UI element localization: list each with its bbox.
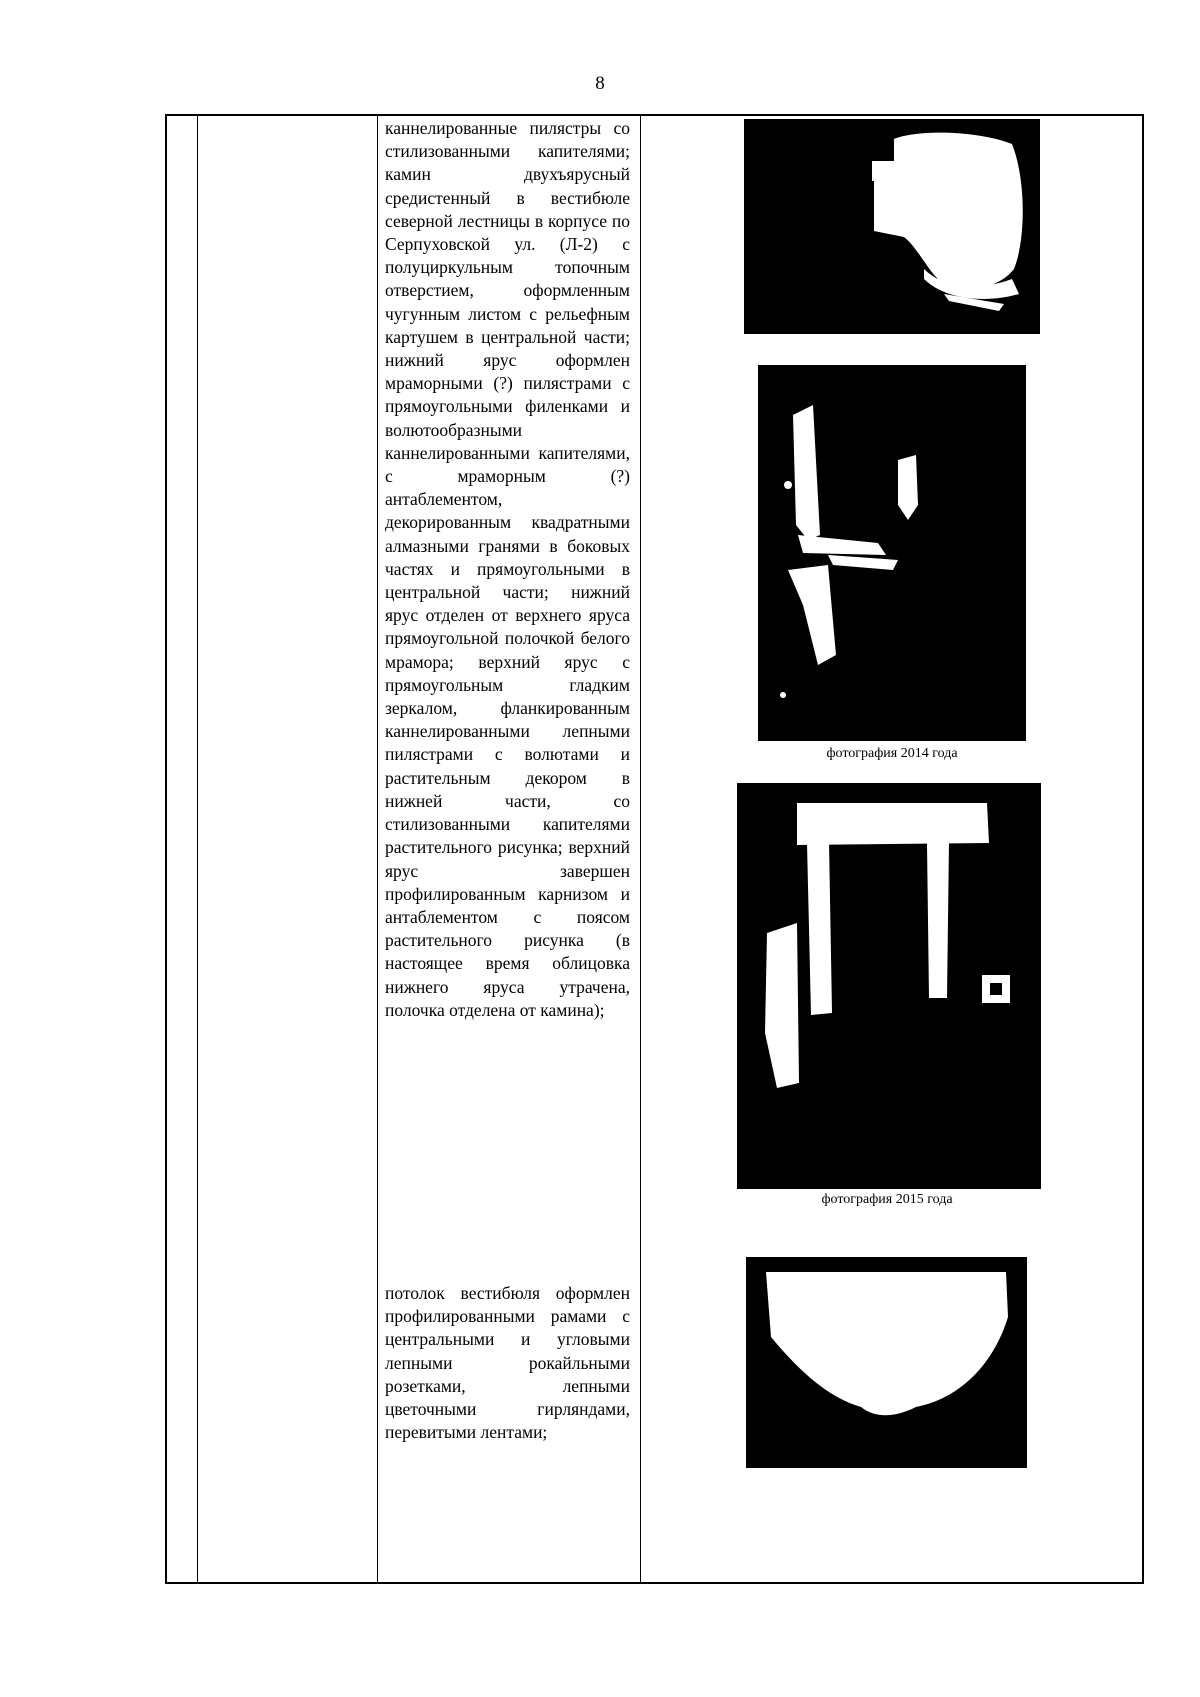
column-divider-1 (197, 116, 198, 1582)
fireplace-description: каннелированные пилястры со стилизованными капителями; камин двухъярусный средистенный в вестибюле северной лестницы в корпусе по Серпуховской ул. (Л-2) с полуциркульным топочным отверстием, оформленным чугунным листом с рельефным картушем в центральной части; нижний ярус оформлен мраморными (?) пилястрами с прямоугольными филенками и волютообразными каннелированными капителями, с мраморным (?) антаблементом, декорированным квадратными алмазными гранями в боковых частях и прямоугольными в центральной части; нижний ярус отделен от верхнего яруса прямоугольной полочкой белого мрамора; верхний ярус с прямоугольным гладким зеркалом, фланкированным каннелированными лепными пилястрами с волютами и растительным декором в нижней части, со стилизованными капителями растительного рисунка; верхний ярус завершен профилированным карнизом и антаблементом с поясом растительного рисунка (в настоящее время облицовка нижнего яруса утрачена, полочка отделена от камина); (385, 118, 630, 1020)
description-first-block (385, 117, 630, 1022)
photo-fireplace-2014 (758, 365, 1026, 741)
column-divider-2 (377, 116, 378, 1582)
column-divider-3 (640, 116, 641, 1582)
ceiling-description: потолок вестибюля оформлен профилированными рамами с центральными и угловыми лепными рокайльными розетками, лепными цветочными гирляндами, перевитыми лентами; (385, 1283, 630, 1443)
photo-ceiling (746, 1257, 1027, 1468)
photo-fireplace-2015 (737, 783, 1041, 1189)
caption-2014: фотография 2014 года (826, 746, 958, 761)
page-number: 8 (595, 73, 605, 94)
caption-2015: фотография 2015 года (821, 1192, 953, 1207)
photo-pilaster-capital (744, 119, 1040, 334)
description-second-block (385, 1282, 630, 1444)
